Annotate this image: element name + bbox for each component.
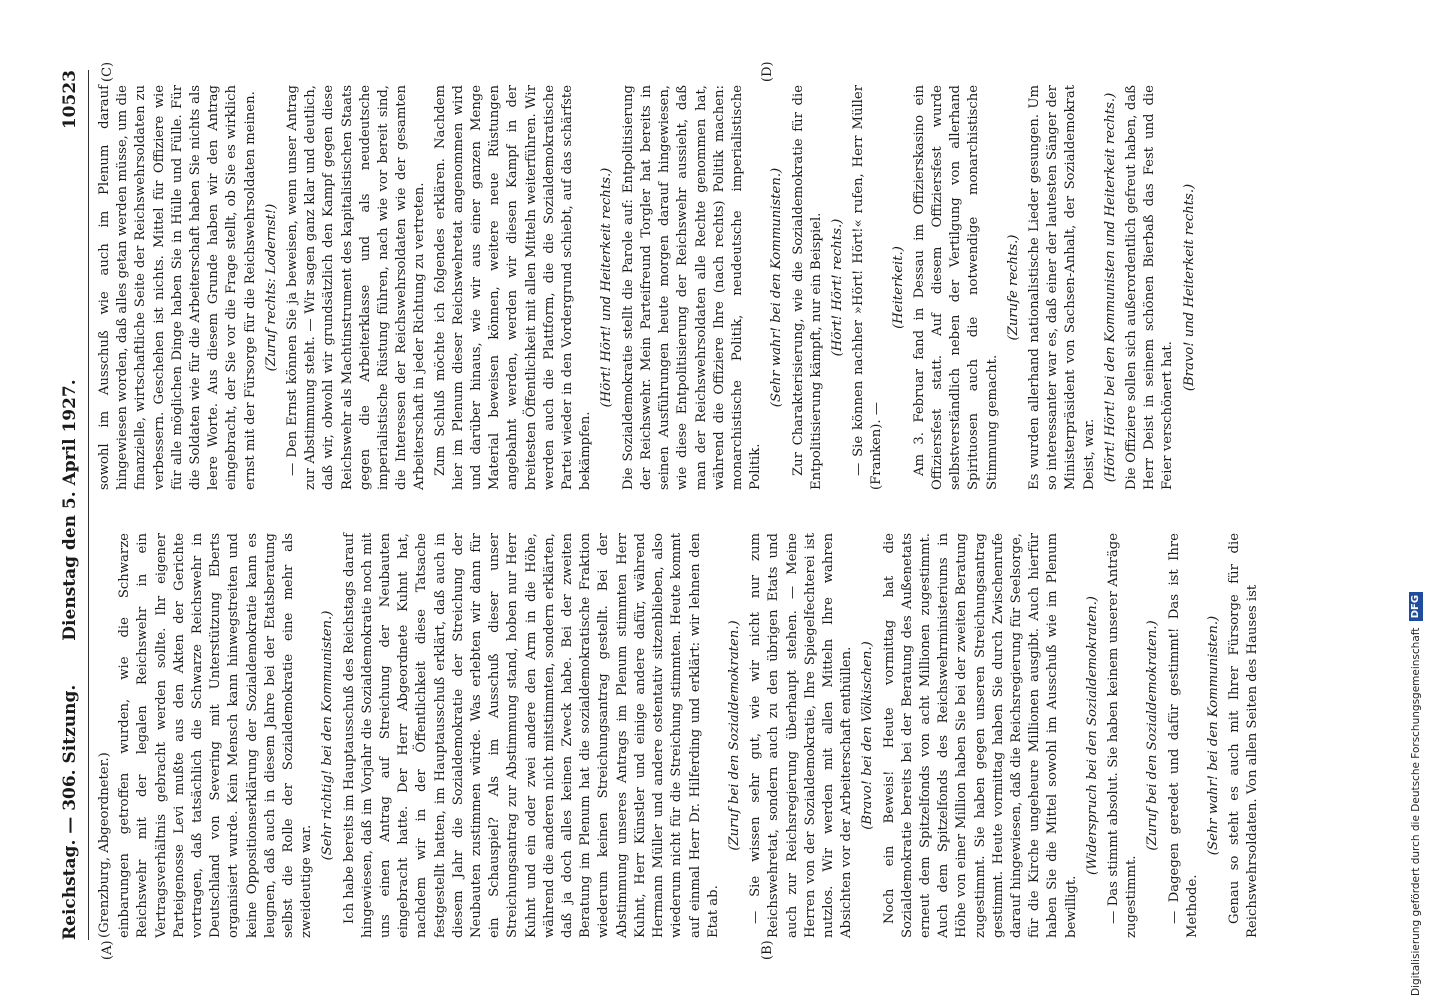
paragraph: Zur Charakterisierung, wie die Sozialdemokratie für die Entpolitisierung kämpft, nur ein Beispiel. (790, 85, 824, 490)
dfg-credit-text: Digitalisierung gefördert durch die Deutsche Forschungsgemeinschaft (1410, 627, 1422, 996)
paragraph: Am 3. Februar fand in Dessau im Offizierskasino ein Offiziersfest statt. Auf diesem Offiziersfest wurde selbstverständlich neben der Vertilgung von allerhand Spirituosen auch die notwendige monarchistische Stimmung gemacht. (911, 85, 1000, 490)
paragraph: (Grenzburg, Abgeordneter.) (97, 752, 112, 938)
paragraph: Die Offiziere sollen sich außerordentlich gefreut haben, daß Herr Deist in seinem schönen Bierbaß das Fest und die Feier verschönert hat. (1123, 85, 1176, 490)
margin-mark-b: (B) (760, 940, 775, 960)
rotated-page-content (60, 60, 1434, 960)
interjection: (Sehr richtig! bei den Kommunisten.) (320, 610, 336, 861)
page-number: 10523 (60, 70, 80, 130)
paragraph: — Dagegen geredet und dafür gestimmt! Das ist Ihre Methode. (1166, 533, 1200, 938)
paragraph: sowohl im Ausschuß wie auch im Plenum darauf hingewiesen worden, daß alles getan werden müsse, um die finanzielle, wirtschaftliche Seite der Reichswehrsoldaten zu verbessern. Geschehen ist nichts. Mittel für Offiziere wie für alle möglichen Dinge haben Sie in Hülle und Fülle. Für die Soldaten wie für die Arbeiterschaft haben Sie nichts als leere Worte. Aus diesem Grunde haben wir den Antrag eingebracht, der Sie vor die Frage stellt, ob Sie es wirklich ernst mit der Fürsorge für die Reichswehrsoldaten meinen. (97, 85, 258, 490)
text-column-right (96, 85, 1202, 490)
paragraph: Zum Schluß möchte ich folgendes erklären. Nachdem hier im Plenum dieser Reichswehretat angenommen wird und darüber hinaus, wie wir aus einer ganzen Menge Material beweisen können, weitere neue Rüstungen angebahnt werden, werden wir diesen Kampf in der breitesten Öffentlichkeit mit allen Mitteln weiterführen. Wir werden auch die Plattform, die die Sozialdemokratische Partei wieder in den Vordergrund schiebt, auf das schärfste bekämpfen. (432, 85, 594, 490)
paragraph: Noch ein Beweis! Heute vormittag hat die Sozialdemokratie bereits bei der Beratung des Außenetats erneut dem Spitzelfonds von acht Millionen zugestimmt. Auch dem Spitzelfonds des Reichswehrministeriums in Höhe von einer Million haben Sie bei der zweiten Beratung zugestimmt. Sie haben gegen unseren Streichungsantrag gestimmt. Heute vormittag haben Sie durch Zwischenrufe darauf hingewiesen, daß die Reichsregierung für Seelsorge, für die Kirche ungeheure Millionen ausgibt. Auch hierfür haben Sie die Mittel sowohl im Ausschuß wie im Plenum bewilligt. (881, 533, 1079, 938)
interjection: (Hört! Hört! rechts.) (829, 218, 845, 357)
paragraph: einbarungen getroffen wurden, wie die Schwarze Reichswehr mit der legalen Reichswehr in ein Vertragsverhältnis gebracht werden sollte. Ihr eigener Parteigenosse Levi mußte aus den Akten der Gerichte vortragen, daß tatsächlich die Schwarze Reichswehr in Deutschland von Severing mit Unterstützung Eberts organisiert wurde. Kein Mensch kann hinwegstreiten und keine Oppositionserklärung der Sozialdemokratie kann es leugnen, daß auch in diesem Jahre bei der Etatsberatung selbst die Rolle der Sozialdemokratie eine mehr als zweideutige war. (117, 533, 315, 938)
paragraph: Ich habe bereits im Hauptausschuß des Reichstags darauf hingewiesen, daß im Vorjahr die Sozialdemokratie noch mit uns einen Antrag auf Streichung der Neubauten eingebracht hatte. Der Herr Abgeordnete Kuhnt hat, nachdem wir in der Öffentlichkeit diese Tatsache festgestellt hatten, im Hauptausschuß erklärt, daß auch in diesem Jahr die Sozialdemokratie der Streichung der Neubauten zustimmen würde. Was erlebten wir dann für ein Schauspiel? Als im Ausschuß dieser unser Streichungsantrag zur Abstimmung stand, hoben nur Herr Kuhnt und ein oder zwei andere den Arm in die Höhe, während die anderen nicht mitstimmten, sondern erklärten, daß ja doch alles keinen Zweck habe. Bei der zweiten Beratung im Plenum hat die sozialdemokratische Fraktion wiederum keinen Streichungsantrag gestellt. Bei der Abstimmung unseres Antrags im Plenum stimmten Herr Kuhnt, Herr Künstler und einige andere dafür, während Hermann Müller und andere ostentativ sitzenblieben, also wiederum nicht für die Streichung stimmten. Heute kommt auf einmal Herr Dr. Hilferding und erklärt: wir lehnen den Etat ab. (341, 533, 721, 938)
dfg-logo-icon: DFG (1409, 592, 1423, 621)
interjection: (Hört! Hört! und Heiterkeit rechts.) (599, 167, 615, 408)
interjection: (Sehr wahr! bei den Kommunisten.) (1205, 615, 1221, 856)
interjection: (Hört! Hört! bei den Kommunisten und Heiterkeit rechts.) (1102, 92, 1118, 483)
interjection: (Heiterkeit.) (890, 246, 906, 329)
header-center: Dienstag den 5. April 1927. (60, 379, 80, 641)
header-left: Reichstag. — 306. Sitzung. (60, 684, 80, 940)
paragraph: Die Sozialdemokratie stellt die Parole auf: Entpolitisierung der Reichswehr. Mein Parteifreund Torgler hat bereits in seinen Ausführungen heute morgen darauf hingewiesen, wie diese Entpolitisierung der Reichswehr aussieht, daß man der Reichswehrsoldaten alle Rechte genommen hat, während die Offiziere Ihre (nach rechts) Politik machen: monarchistische Politik, neudeutsche imperialistische Politik. (620, 85, 764, 490)
margin-mark-a: (A) (100, 940, 115, 960)
interjection: (Widerspruch bei den Sozialdemokraten.) (1084, 596, 1100, 875)
paragraph: — Den Ernst können Sie ja beweisen, wenn unser Antrag zur Abstimmung steht. — Wir sagen ganz klar und deutlich, daß wir, obwohl wir grundsätzlich den Kampf gegen diese Reichswehr als Machtinstrument des kapitalistischen Staats gegen die Arbeiterklasse und als neudeutsche imperialistische Rüstung führen, nach wie vor bereit sind, die Interessen der Reichswehrsoldaten wie der gesamten Arbeiterschaft in jeder Richtung zu vertreten. (285, 85, 428, 490)
paragraph: — Sie können nachher »Hört! Hört!« rufen, Herr Müller (Franken). — (851, 85, 885, 490)
interjection: (Zurufe rechts.) (1005, 234, 1021, 341)
interjection: (Zuruf rechts: Lodernst!) (263, 203, 279, 372)
dfg-credit-strip (1405, 6, 1427, 996)
interjection: (Bravo! bei den Völkischen.) (860, 641, 876, 830)
running-header (60, 60, 90, 960)
interjection: (Sehr wahr! bei den Kommunisten.) (769, 167, 785, 408)
interjection: (Bravo! und Heiterkeit rechts.) (1181, 183, 1197, 392)
paragraph: Es wurden allerhand nationalistische Lieder gesungen. Um so interessanter war es, daß einer der lautesten Sänger der Ministerpräsident von Sachsen-Anhalt, der Sozialdemokrat Deist, war. (1026, 85, 1097, 490)
text-column-left (96, 533, 1265, 938)
interjection: (Zuruf bei den Sozialdemokraten.) (1145, 620, 1161, 851)
margin-mark-d: (D) (760, 61, 775, 82)
interjection: (Zuruf bei den Sozialdemokraten.) (726, 620, 742, 851)
margin-mark-c: (C) (100, 61, 115, 82)
paragraph: — Das stimmt absolut. Sie haben keinem unserer Anträge zugestimmt. (1105, 533, 1140, 938)
paragraph: Genau so steht es auch mit Ihrer Fürsorge für die Reichswehrsoldaten. Von allen Seiten des Hauses ist (1227, 533, 1261, 938)
paragraph: — Sie wissen sehr gut, wie wir nicht nur zum Reichswehretat, sondern auch zu den übrigen Etats und auch zur Reichsregierung überhaupt stehen. — Meine Herren von der Sozialdemokratie, Ihre Spiegelfechterei ist nutzlos. Wir werden mit allen Mitteln Ihre wahren Absichten vor der Arbeiterschaft enthüllen. (748, 533, 855, 938)
header-rule (88, 70, 89, 940)
